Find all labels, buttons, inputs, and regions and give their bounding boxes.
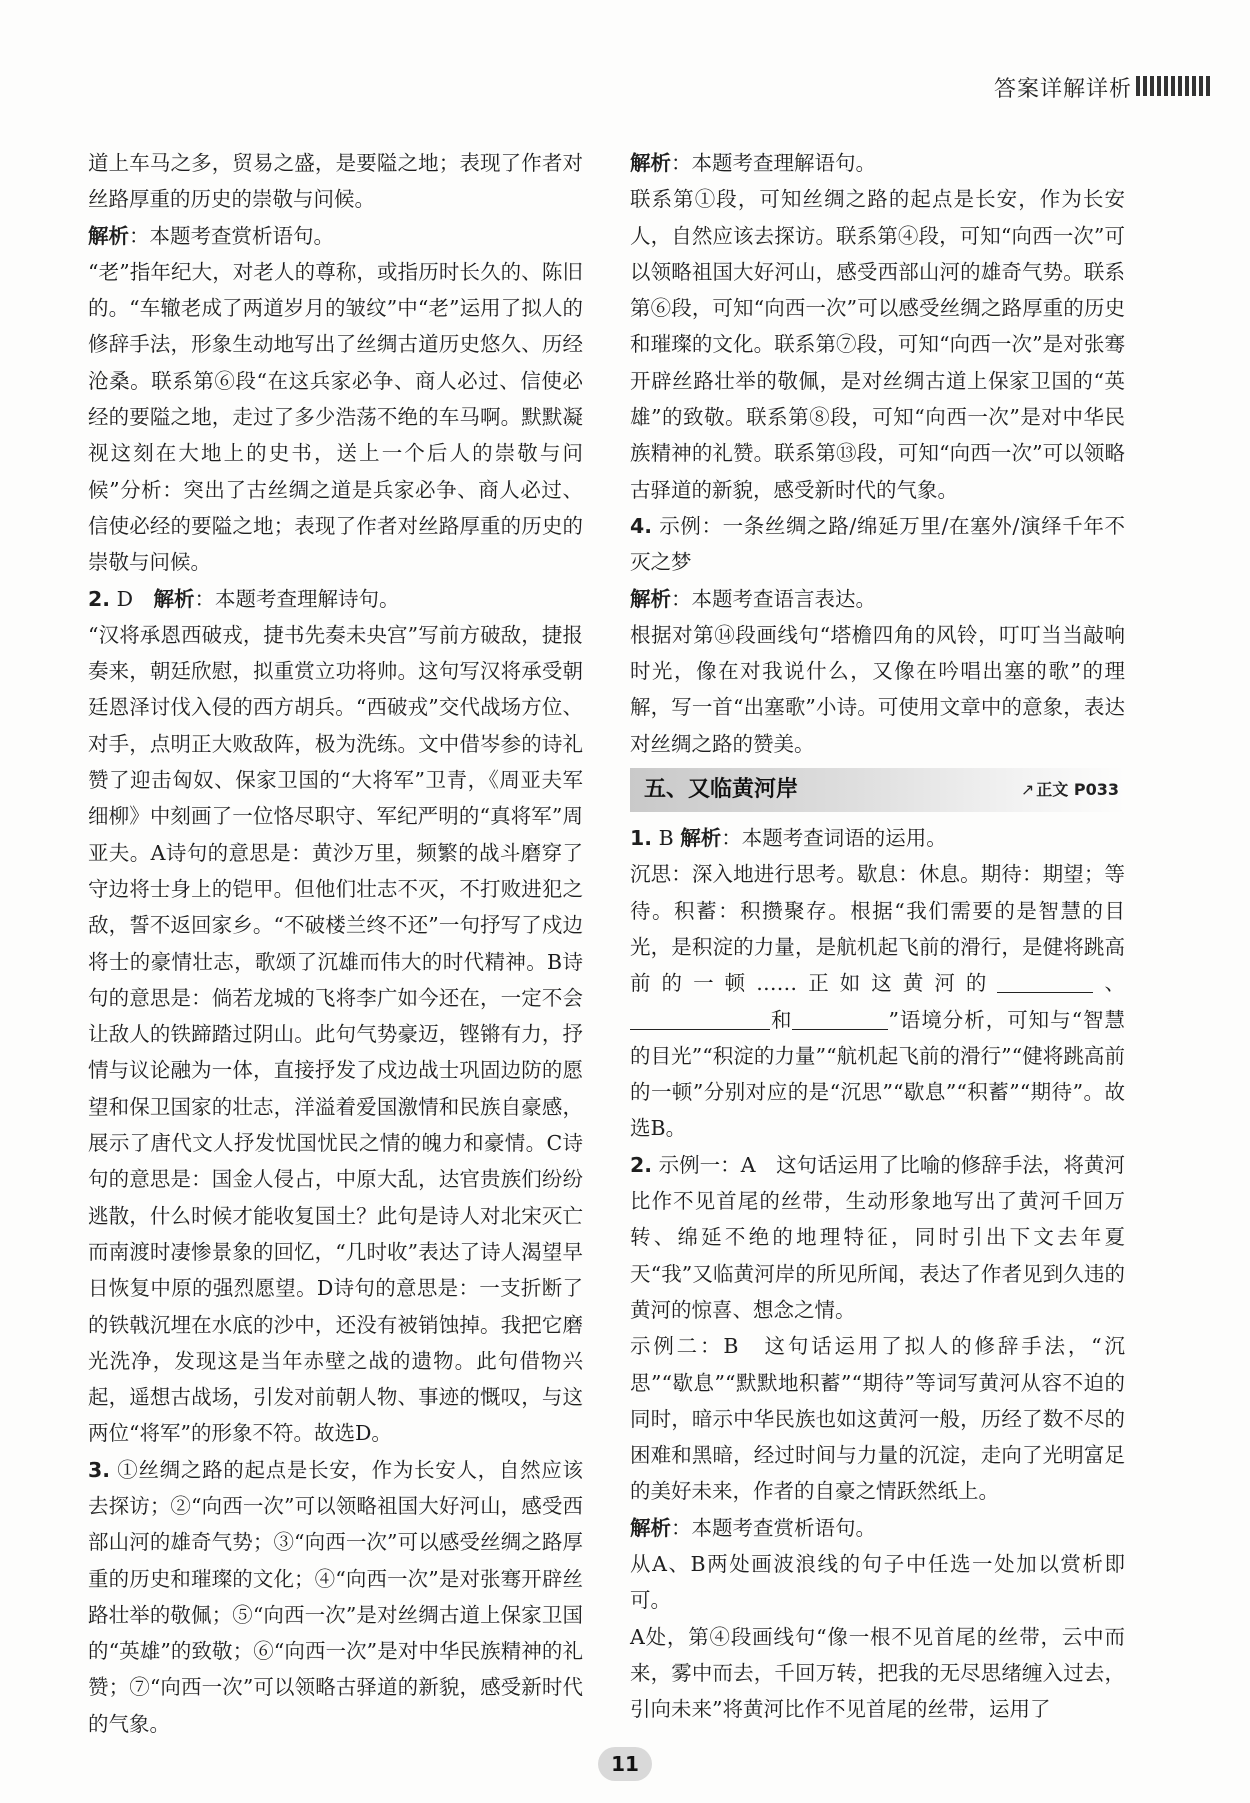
paragraph-text: 示例：一条丝绸之路/绵延万里/在塞外/演绎千年不灭之梦 <box>630 513 1125 575</box>
arrow-icon: ↗ <box>1020 779 1035 799</box>
analysis-text: ：本题考查理解语句。 <box>671 151 876 175</box>
paragraph <box>88 617 583 1452</box>
paragraph-text: ①丝绸之路的起点是长安，作为长安人，自然应该去探访；②“向西一次”可以领略祖国大好河山，感受西部山河的雄奇气势；③“向西一次”可以感受丝绸之路厚重的历史和璀璨的文化；④“向西一次”是对张骞开辟丝路壮举的敬佩；⑤“向西一次”是对丝绸古道上保家卫国的“英雄”的致敬；⑥“向西一次”是对中华民族精神的礼赞；⑦“向西一次”可以领略古驿道的新貌，感受新时代的气象。 <box>88 1457 583 1736</box>
paragraph <box>630 181 1125 508</box>
right-column <box>630 145 1125 1727</box>
paragraph-text: 沉思：深入地进行思考。歇息：休息。期待：期望；等待。积蓄：积攒聚存。根据“我们需要的是智慧的目光，是积淀的力量，是航机起飞前的滑行，是健将跳高前的一顿……正如这黄河的 <box>630 862 1125 996</box>
fill-blank <box>792 1008 888 1030</box>
paragraph-text: 示例一：A 这句话运用了比喻的修辞手法，将黄河比作不见首尾的丝带，生动形象地写出了黄河千回万转、绵延不绝的地理特征，同时引出下文去年夏天“我”又临黄河岸的所见所闻，表达了作者见到久违的黄河的惊喜、想念之情。 <box>630 1152 1125 1322</box>
left-column <box>88 145 583 1742</box>
fill-blank <box>630 1008 770 1030</box>
analysis-paragraph <box>88 218 583 254</box>
analysis-label: 解析 <box>680 826 722 851</box>
analysis-label: 解析 <box>88 223 129 248</box>
paragraph <box>88 254 583 581</box>
paragraph-text: 道上车马之多，贸易之盛，是要隘之地；表现了作者对丝路厚重的历史的崇敬与问候。 <box>88 151 583 212</box>
analysis-text: ：本题考查理解诗句。 <box>194 586 400 611</box>
paragraph-text: 联系第①段，可知丝绸之路的起点是长安，作为长安人，自然应该去探访。联系第④段，可知“向西一次”可以领略祖国大好河山，感受西部山河的雄奇气势。联系第⑥段，可知“向西一次”可以感受丝绸之路厚重的历史和璀璨的文化。联系第⑦段，可知“向西一次”是对张骞开辟丝路壮举的敬佩，是对丝绸古道上保家卫国的“英雄”的致敬。联系第⑧段，可知“向西一次”是对中华民族精神的礼赞。联系第⑬段，可知“向西一次”可以领略古驿道的新貌，感受新时代的气象。 <box>630 187 1125 502</box>
question-number: 3. <box>88 1457 111 1482</box>
analysis-label: 解析 <box>630 1515 671 1540</box>
analysis-text: ：本题考查赏析语句。 <box>671 1515 876 1540</box>
analysis-text: ：本题考查词语的运用。 <box>721 826 947 851</box>
analysis-label: 解析 <box>153 586 195 611</box>
section-page-ref <box>1021 772 1125 808</box>
numbered-paragraph <box>630 508 1125 581</box>
paragraph <box>630 1328 1125 1509</box>
paragraph-text: ”语境分析，可知与“智慧的目光”“积淀的力量”“航机起飞前的滑行”“健将跳高前的一顿”分别对应的是“沉思”“歇息”“积蓄”“期待”。故选B。 <box>630 1007 1126 1141</box>
analysis-label: 解析 <box>630 151 671 175</box>
fill-blank <box>997 972 1093 994</box>
paragraph <box>630 1546 1125 1619</box>
answer-paragraph <box>630 820 1125 856</box>
analysis-label: 解析 <box>630 586 671 611</box>
question-number: 4. <box>630 513 653 538</box>
paragraph <box>630 617 1125 762</box>
question-number: 2. <box>630 1152 653 1177</box>
paragraph-text: 根据对第⑭段画线句“塔檐四角的风铃，叮叮当当敲响时光，像在对我说什么，又像在吟唱出塞的歌”的理解，写一首“出塞歌”小诗。可使用文章中的意象，表达对丝绸之路的赞美。 <box>630 622 1125 756</box>
section-ref-text: 正文 P033 <box>1036 779 1119 799</box>
numbered-paragraph <box>630 1147 1125 1328</box>
blank-separator: 、 <box>1093 971 1126 996</box>
paragraph-text: A处，第④段画线句“像一根不见首尾的丝带，云中而来，雾中而去，千回万转，把我的无尽思绪缠入过去，引向未来”将黄河比作不见首尾的丝带，运用了 <box>630 1624 1125 1722</box>
section-title: 五、又临黄河岸 <box>644 776 799 802</box>
paragraph-text: 示例二：B 这句话运用了拟人的修辞手法，“沉思”“歇息”“默默地积蓄”“期待”等词写黄河从容不迫的同时，暗示中华民族也如这黄河一般，历经了数不尽的困难和黑暗，经过时间与力量的沉淀，走向了光明富足的美好未来，作者的自豪之情跃然纸上。 <box>630 1334 1125 1504</box>
analysis-text: ：本题考查赏析语句。 <box>129 223 334 248</box>
right-column-top <box>630 145 1125 762</box>
paragraph-text: 从A、B两处画波浪线的句子中任选一处加以赏析即可。 <box>630 1551 1125 1613</box>
answer-choice: B <box>658 826 674 851</box>
blank-separator: 和 <box>770 1007 793 1032</box>
analysis-paragraph <box>630 1510 1125 1546</box>
section-heading <box>630 768 1125 812</box>
header-decoration <box>1136 76 1212 96</box>
analysis-paragraph <box>630 145 1125 181</box>
answer-paragraph <box>88 581 583 617</box>
paragraph-text: “老”指年纪大，对老人的尊称，或指历时长久的、陈旧的。“车辙老成了两道岁月的皱纹”中“老”运用了拟人的修辞手法，形象生动地写出了丝绸古道历史悠久、历经沧桑。联系第⑥段“在这兵家必争、商人必过、信使必经的要隘之地，走过了多少浩荡不绝的车马啊。默默凝视这刻在大地上的史书，送上一个后人的崇敬与问候”分析：突出了古丝绸之道是兵家必争、商人必过、信使必经的要隘之地；表现了作者对丝路厚重的历史的崇敬与问候。 <box>88 259 583 575</box>
paragraph <box>630 1619 1125 1728</box>
header-title: 答案详解详析 <box>993 77 1132 102</box>
question-number: 1. <box>630 826 653 851</box>
question-number: 2. <box>88 586 111 611</box>
analysis-paragraph <box>630 581 1125 617</box>
page-number: 11 <box>598 1747 652 1781</box>
paragraph <box>88 145 583 218</box>
answer-choice: D <box>116 586 134 611</box>
paragraph <box>630 856 1125 1146</box>
numbered-paragraph <box>88 1452 583 1742</box>
paragraph-text: “汉将承恩西破戎，捷书先奏未央宫”写前方破敌，捷报奏来，朝廷欣慰，拟重赏立功将帅。这句写汉将承受朝廷恩泽讨伐入侵的西方胡兵。“西破戎”交代战场方位、对手，点明正大败敌阵，极为洗练。文中借岑参的诗礼赞了迎击匈奴、保家卫国的“大将军”卫青，《周亚夫军细柳》中刻画了一位恪尽职守、军纪严明的“真将军”周亚夫。A诗句的意思是：黄沙万里，频繁的战斗磨穿了守边将士身上的铠甲。但他们壮志不灭，不打败进犯之敌，誓不返回家乡。“不破楼兰终不还”一句抒写了戍边将士的豪情壮志，歌颂了沉雄而伟大的时代精神。B诗句的意思是：倘若龙城的飞将李广如今还在，一定不会让敌人的铁蹄踏过阴山。此句气势豪迈，铿锵有力，抒情与议论融为一体，直接抒发了戍边战士巩固边防的愿望和保卫国家的壮志，洋溢着爱国激情和民族自豪感，展示了唐代文人抒发忧国忧民之情的魄力和豪情。C诗句的意思是：国金人侵占，中原大乱，达官贵族们纷纷逃散，什么时候才能收复国土？此句是诗人对北宋灭亡而南渡时凄惨景象的回忆，“几时收”表达了诗人渴望早日恢复中原的强烈愿望。D诗句的意思是：一支折断了的铁戟沉埋在水底的沙中，还没有被销蚀掉。我把它磨光洗净，发现这是当年赤壁之战的遗物。此句借物兴起，遥想古战场，引发对前朝人物、事迹的慨叹，与这两位“将军”的形象不符。故选D。 <box>88 622 583 1446</box>
analysis-text: ：本题考查语言表达。 <box>671 586 876 611</box>
right-column-bottom <box>630 1147 1125 1728</box>
